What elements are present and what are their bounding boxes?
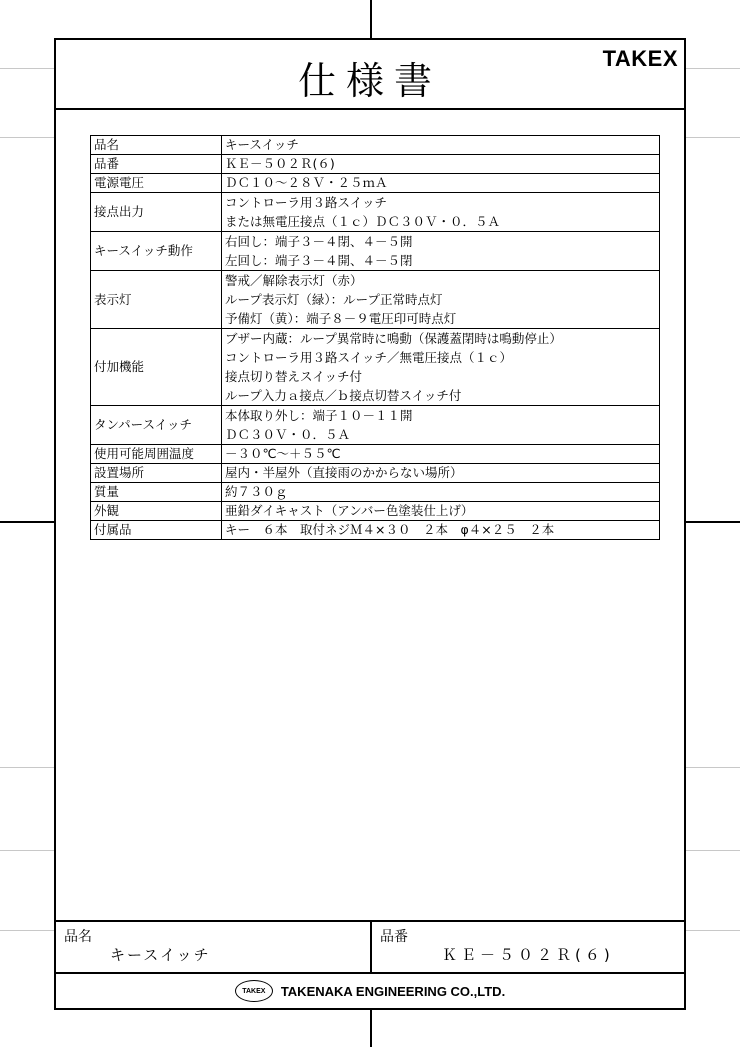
spec-value: ＤＣ１０～２８Ｖ・２５ｍＡ	[225, 175, 388, 190]
guide-line	[686, 930, 740, 931]
guide-line	[686, 767, 740, 768]
title-block-top	[56, 922, 684, 974]
title-block-number-cell	[372, 922, 684, 972]
guide-line	[0, 767, 54, 768]
spec-row	[91, 406, 660, 445]
spec-value: ブザー内蔵：ループ異常時に鳴動（保護蓋閉時は鳴動停止）	[225, 331, 562, 346]
guide-line	[0, 137, 54, 138]
guide-line	[0, 850, 54, 851]
spec-value: コントローラ用３路スイッチ／無電圧接点（１ｃ）	[225, 350, 513, 365]
spec-row	[91, 483, 660, 502]
spec-value-cell	[222, 464, 660, 483]
title-block-name-value: キースイッチ	[110, 946, 211, 964]
spec-label: 設置場所	[91, 464, 222, 483]
right-middle-mark	[686, 521, 740, 523]
spec-row	[91, 136, 660, 155]
spec-row	[91, 464, 660, 483]
spec-label: 電源電圧	[91, 174, 222, 193]
spec-row	[91, 193, 660, 232]
guide-line	[686, 137, 740, 138]
spec-value: 接点切り替えスイッチ付	[225, 369, 363, 384]
spec-label: 付属品	[91, 521, 222, 540]
spec-value: 右回し：端子３－４閉、４－５開	[225, 234, 413, 249]
spec-value-cell	[222, 445, 660, 464]
spec-label: キースイッチ動作	[91, 232, 222, 271]
spec-row	[91, 155, 660, 174]
document-frame	[54, 38, 686, 1010]
spec-value-cell	[222, 193, 660, 232]
spec-value: または無電圧接点（１ｃ）ＤＣ３０Ｖ・０．５Ａ	[225, 214, 501, 229]
spec-value: ＤＣ３０Ｖ・０．５Ａ	[225, 427, 351, 442]
spec-value: 警戒／解除表示灯（赤）	[225, 273, 363, 288]
title-block	[56, 920, 684, 1008]
spec-label: 質量	[91, 483, 222, 502]
spec-value-cell	[222, 521, 660, 540]
spec-label: 付加機能	[91, 329, 222, 406]
company-line	[56, 974, 684, 1008]
spec-value: キースイッチ	[225, 137, 299, 152]
spec-row	[91, 232, 660, 271]
spec-value: 約７３０ｇ	[225, 484, 288, 499]
document-title: 仕様書	[297, 59, 442, 103]
spec-value-cell	[222, 136, 660, 155]
spec-row	[91, 271, 660, 329]
spec-table	[90, 135, 660, 540]
spec-value-cell	[222, 329, 660, 406]
spec-value-cell	[222, 502, 660, 521]
guide-line	[686, 68, 740, 69]
title-block-name-label: 品名	[64, 929, 92, 945]
title-band	[56, 40, 684, 110]
spec-value-cell	[222, 155, 660, 174]
guide-line	[686, 850, 740, 851]
spec-label: 表示灯	[91, 271, 222, 329]
title-block-number-label: 品番	[380, 929, 408, 945]
spec-label: 品番	[91, 155, 222, 174]
spec-row	[91, 502, 660, 521]
brand-logo: TAKEX	[602, 46, 678, 71]
guide-line	[0, 930, 54, 931]
bottom-center-mark	[370, 1010, 372, 1047]
guide-line	[0, 68, 54, 69]
spec-value: ループ入力ａ接点／ｂ接点切替スイッチ付	[225, 388, 462, 403]
spec-row	[91, 445, 660, 464]
top-center-mark	[370, 0, 372, 38]
company-logo-icon: TAKEX	[235, 980, 273, 1002]
spec-table-body	[91, 136, 660, 540]
spec-value: 予備灯（黄）：端子８－９電圧印可時点灯	[225, 311, 457, 326]
left-middle-mark	[0, 521, 54, 523]
spec-label: 品名	[91, 136, 222, 155]
spec-label: 接点出力	[91, 193, 222, 232]
spec-value: ＫＥ－５０２Ｒ(６)	[225, 156, 335, 171]
title-block-name-cell	[56, 922, 372, 972]
spec-value-cell	[222, 406, 660, 445]
spec-value: 本体取り外し：端子１０－１１開	[225, 408, 413, 423]
spec-value-cell	[222, 174, 660, 193]
spec-value: 屋内・半屋外（直接雨のかからない場所）	[225, 465, 463, 480]
spec-value: －３０℃～＋５５℃	[225, 446, 341, 461]
spec-value: 左回し：端子３－４開、４－５閉	[225, 253, 413, 268]
spec-label: 外観	[91, 502, 222, 521]
spec-value-cell	[222, 232, 660, 271]
spec-value: ループ表示灯（緑）：ループ正常時点灯	[225, 292, 443, 307]
spec-value-cell	[222, 483, 660, 502]
spec-value: キー ６本 取付ネジＭ４×３０ ２本 φ４×２５ ２本	[225, 522, 555, 537]
company-name: TAKENAKA ENGINEERING CO.,LTD.	[280, 983, 506, 999]
spec-value: 亜鉛ダイキャスト（アンバー色塗装仕上げ）	[225, 503, 474, 518]
spec-label: タンパースイッチ	[91, 406, 222, 445]
spec-row	[91, 174, 660, 193]
spec-row	[91, 521, 660, 540]
spec-label: 使用可能周囲温度	[91, 445, 222, 464]
spec-value-cell	[222, 271, 660, 329]
title-block-number-value: ＫＥ－５０２Ｒ(６)	[442, 946, 614, 964]
spec-value: コントローラ用３路スイッチ	[225, 195, 388, 210]
spec-row	[91, 329, 660, 406]
